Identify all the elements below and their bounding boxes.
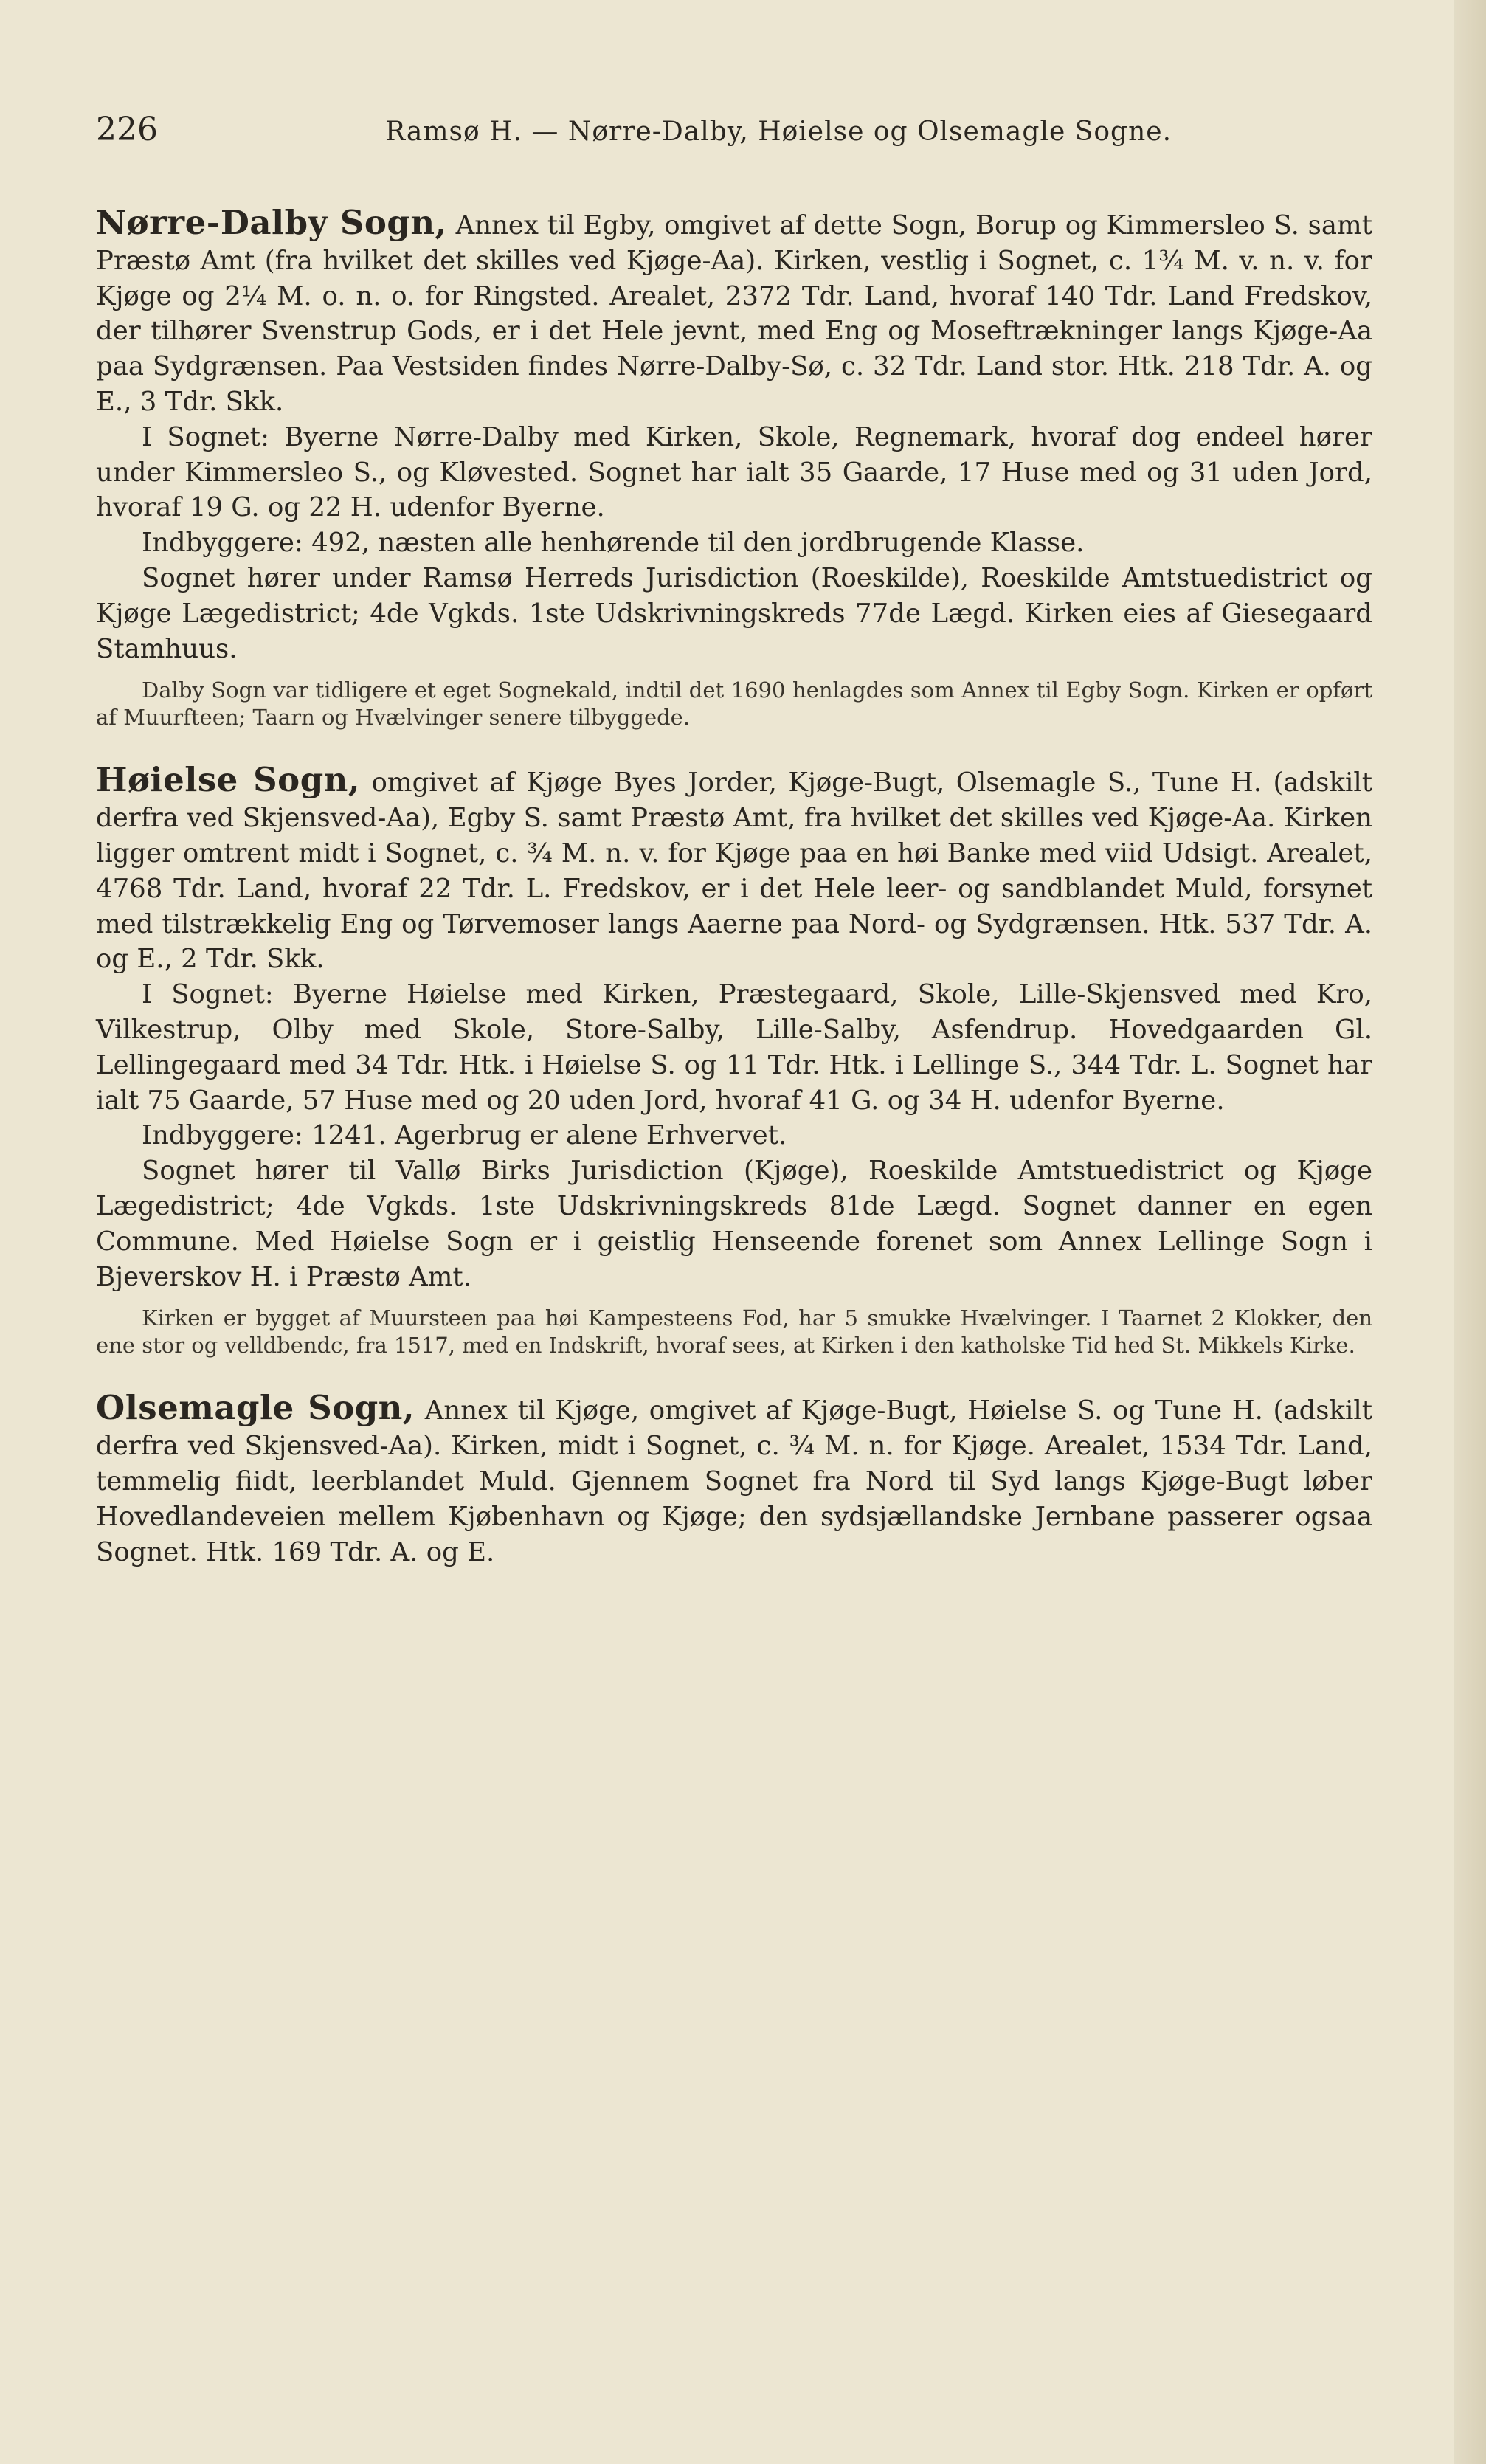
parish-name: Nørre-Dalby Sogn, [96,203,447,242]
parish-name: Høielse Sogn, [96,760,361,800]
page-edge [1454,0,1486,2464]
parish-entry-hoielse [96,762,1372,977]
text-column [96,205,1372,1570]
page-number: 226 [96,111,158,148]
parish-entry-norre-dalby [96,205,1372,420]
entry-text: Annex til Kjøge, omgivet af Kjøge-Bugt, Høielse S. og Tune H. (adskilt derfra ved Skjensved-Aa). Kirken, midt i Sognet, c. ¾ M. n. for Kjøge. Arealet, 1534 Tdr. Land, temmelig fiidt, leerblandet Muld. Gjennem Sognet fra Nord til Syd langs Kjøge-Bugt løber Hovedlandeveien mellem Kjøbenhavn og Kjøge; den sydsjællandske Jernbane passerer ogsaa Sognet. Htk. 169 Tdr. A. og E. [96,1395,1372,1567]
parish-name: Olsemagle Sogn, [96,1388,415,1428]
paragraph: Indbyggere: 492, næsten alle henhørende til den jordbrugende Klasse. [142,528,1085,559]
footnote: Kirken er bygget af Muursteen paa høi Kampesteens Fod, har 5 smukke Hvælvinger. I Taarnet 2 Klokker, den ene stor og velldbendc, fra 1517, med en Indskrift, hvoraf sees, at Kirken i den katholske Tid hed St. Mikkels Kirke. [96,1305,1372,1359]
running-head [96,111,1372,162]
paragraph: I Sognet: Byerne Nørre-Dalby med Kirken, Skole, Regnemark, hvoraf dog endeel hører under Kimmersleo S., og Kløvested. Sognet har ialt 35 Gaarde, 17 Huse med og 31 uden Jord, hvoraf 19 G. og 22 H. udenfor Byerne. [96,421,1372,523]
paragraph: I Sognet: Byerne Høielse med Kirken, Præstegaard, Skole, Lille-Skjensved med Kro, Vilkestrup, Olby med Skole, Store-Salby, Lille-Salby, Asfendrup. Hovedgaarden Gl. Lellingegaard med 34 Tdr. Htk. i Høielse S. og 11 Tdr. Htk. i Lellinge S., 344 Tdr. L. Sognet har ialt 75 Gaarde, 57 Huse med og 20 uden Jord, hvoraf 41 G. og 34 H. udenfor Byerne. [96,979,1372,1116]
footnote: Dalby Sogn var tidligere et eget Sognekald, indtil det 1690 henlagdes som Annex til Egby Sogn. Kirken er opført af Muurfteen; Taarn og Hvælvinger senere tilbyggede. [96,677,1372,731]
running-head-title: Ramsø H. — Nørre-Dalby, Høielse og Olsemagle Sogne. [384,117,1172,147]
paragraph: Sognet hører til Vallø Birks Jurisdiction (Kjøge), Roeskilde Amtstuedistrict og Kjøge Lægedistrict; 4de Vgkds. 1ste Udskrivningskreds 81de Lægd. Sognet danner en egen Commune. Med Høielse Sogn er i geistlig Henseende forenet som Annex Lellinge Sogn i Bjeverskov H. i Præstø Amt. [96,1156,1372,1292]
paragraph: Sognet hører under Ramsø Herreds Jurisdiction (Roeskilde), Roeskilde Amtstuedistrict og Kjøge Lægedistrict; 4de Vgkds. 1ste Udskrivningskreds 77de Lægd. Kirken eies af Giesegaard Stamhuus. [96,562,1372,664]
entry-text: Annex til Egby, omgivet af dette Sogn, Borup og Kimmersleo S. samt Præstø Amt (fra hvilket det skilles ved Kjøge-Aa). Kirken, vestlig i Sognet, c. 1¾ M. v. n. v. for Kjøge og 2¼ M. o. n. o. for Ringsted. Arealet, 2372 Tdr. Land, hvoraf 140 Tdr. Land Fredskov, der tilhører Svenstrup Gods, er i det Hele jevnt, med Eng og Moseftrækninger langs Kjøge-Aa paa Sydgrænsen. Paa Vestsiden findes Nørre-Dalby-Sø, c. 32 Tdr. Land stor. Htk. 218 Tdr. A. og E., 3 Tdr. Skk. [96,210,1372,417]
paragraph: Indbyggere: 1241. Agerbrug er alene Erhvervet. [142,1120,787,1151]
entry-text: omgivet af Kjøge Byes Jorder, Kjøge-Bugt, Olsemagle S., Tune H. (adskilt derfra ved Skjensved-Aa), Egby S. samt Præstø Amt, fra hvilket det skilles ved Kjøge-Aa. Kirken ligger omtrent midt i Sognet, c. ¾ M. n. v. for Kjøge paa en høi Banke med viid Udsigt. Arealet, 4768 Tdr. Land, hvoraf 22 Tdr. L. Fredskov, er i det Hele leer- og sandblandet Muld, forsynet med tilstrækkelig Eng og Tørvemoser langs Aaerne paa Nord- og Sydgrænsen. Htk. 537 Tdr. A. og E., 2 Tdr. Skk. [96,767,1373,975]
parish-entry-olsemagle [96,1390,1372,1570]
